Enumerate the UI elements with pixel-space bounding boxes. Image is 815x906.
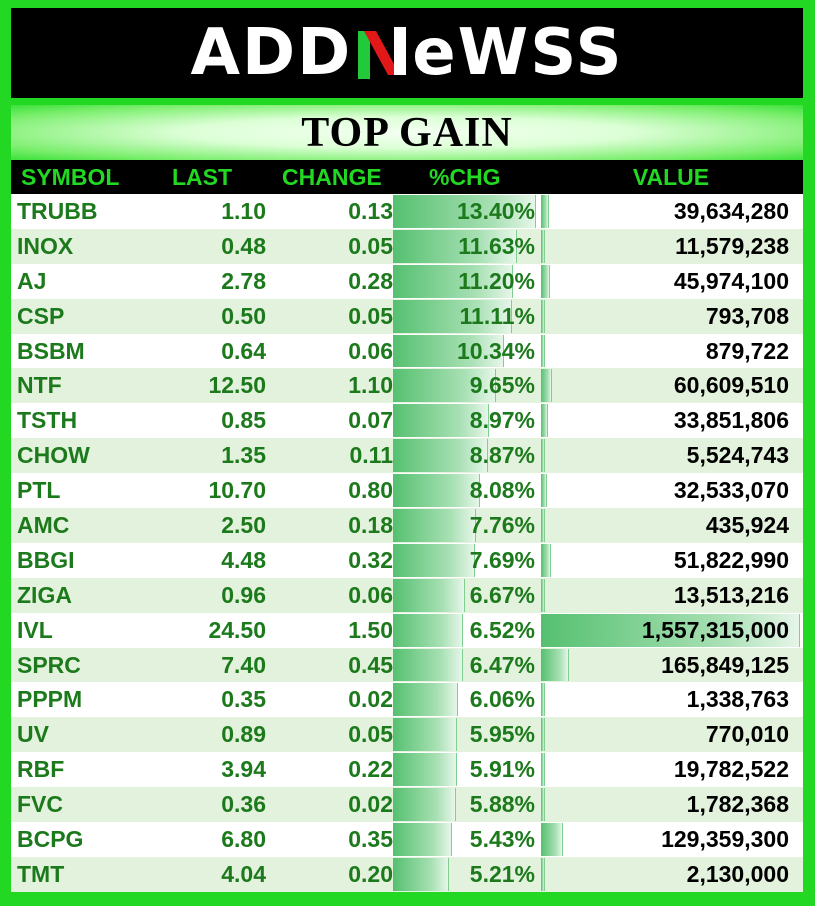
pct-change-cell — [393, 438, 539, 473]
change-cell: 1.50 — [348, 616, 393, 643]
pct-change-cell — [393, 299, 539, 334]
logo-text-right: eWSS — [412, 16, 624, 90]
pct-change-cell — [393, 682, 539, 717]
value-cell — [539, 473, 803, 508]
value-text: 793,708 — [705, 302, 789, 329]
value-cell — [539, 787, 803, 822]
header-last: LAST — [172, 163, 233, 190]
change-cell: 0.05 — [348, 232, 393, 259]
value-text: 32,533,070 — [673, 477, 789, 504]
last-cell: 2.78 — [221, 267, 266, 294]
pct-change-cell — [393, 822, 539, 857]
value-bar — [541, 544, 551, 577]
pct-change-text: 6.06% — [469, 686, 535, 713]
value-text: 11,579,238 — [675, 232, 789, 259]
pct-change-text: 8.97% — [469, 407, 535, 434]
value-cell — [539, 403, 803, 438]
table-row — [11, 682, 803, 717]
change-cell: 0.18 — [348, 511, 393, 538]
symbol-cell: NTF — [17, 372, 62, 399]
value-cell — [539, 508, 803, 543]
last-cell: 7.40 — [221, 651, 266, 678]
value-bar — [541, 509, 545, 542]
table-body — [11, 194, 803, 892]
pct-change-cell — [393, 334, 539, 369]
pct-change-text: 5.91% — [469, 756, 535, 783]
change-cell: 0.02 — [348, 791, 393, 818]
pct-change-text: 9.65% — [469, 372, 535, 399]
value-text: 60,609,510 — [673, 372, 789, 399]
symbol-cell: BSBM — [17, 337, 85, 364]
last-cell: 4.04 — [221, 860, 266, 887]
symbol-cell: TRUBB — [17, 197, 98, 224]
pct-change-bar — [393, 509, 476, 542]
pct-change-bar — [393, 788, 456, 821]
last-cell: 1.35 — [221, 442, 266, 469]
value-cell — [539, 264, 803, 299]
table-row — [11, 648, 803, 683]
symbol-cell: AMC — [17, 511, 70, 538]
value-cell — [539, 613, 803, 648]
pct-change-cell — [393, 648, 539, 683]
change-cell: 0.02 — [348, 686, 393, 713]
value-bar — [541, 230, 545, 263]
value-text: 13,513,216 — [673, 581, 789, 608]
table-row — [11, 543, 803, 578]
value-cell — [539, 368, 803, 403]
change-cell: 0.80 — [348, 477, 393, 504]
value-bar — [541, 649, 569, 682]
change-cell: 0.07 — [348, 407, 393, 434]
value-text: 1,338,763 — [686, 686, 789, 713]
value-cell — [539, 857, 803, 892]
last-cell: 12.50 — [208, 372, 266, 399]
pct-change-text: 10.34% — [456, 337, 535, 364]
value-text: 129,359,300 — [661, 825, 789, 852]
header-pct-change: %CHG — [429, 163, 501, 190]
pct-change-cell — [393, 717, 539, 752]
value-bar — [541, 195, 549, 228]
symbol-cell: SPRC — [17, 651, 81, 678]
value-bar — [541, 404, 548, 437]
value-cell — [539, 717, 803, 752]
value-bar — [541, 718, 545, 751]
value-bar — [541, 823, 563, 856]
value-text: 39,634,280 — [673, 197, 789, 224]
top-gain-table — [11, 160, 803, 892]
pct-change-bar — [393, 474, 480, 507]
last-cell: 0.36 — [221, 791, 266, 818]
change-cell: 1.10 — [348, 372, 393, 399]
table-row — [11, 822, 803, 857]
symbol-cell: FVC — [17, 791, 63, 818]
pct-change-text: 11.63% — [458, 232, 535, 259]
symbol-cell: PPPM — [17, 686, 83, 713]
n-logo-icon — [354, 23, 410, 83]
pct-change-bar — [393, 718, 457, 751]
title-banner — [11, 105, 803, 160]
symbol-cell: BBGI — [17, 546, 75, 573]
pct-change-cell — [393, 613, 539, 648]
value-text: 51,822,990 — [673, 546, 789, 573]
symbol-cell: CHOW — [17, 442, 90, 469]
value-cell — [539, 438, 803, 473]
symbol-cell: INOX — [17, 232, 74, 259]
table-row — [11, 229, 803, 264]
pct-change-cell — [393, 508, 539, 543]
header-change: CHANGE — [282, 163, 382, 190]
value-bar — [541, 439, 545, 472]
value-bar — [541, 683, 545, 716]
last-cell: 0.85 — [221, 407, 266, 434]
change-cell: 0.20 — [348, 860, 393, 887]
table-row — [11, 403, 803, 438]
table-row — [11, 334, 803, 369]
last-cell: 0.64 — [221, 337, 266, 364]
table-row — [11, 613, 803, 648]
pct-change-cell — [393, 578, 539, 613]
value-cell — [539, 822, 803, 857]
value-bar — [541, 265, 550, 298]
value-text: 435,924 — [705, 511, 789, 538]
change-cell: 0.35 — [348, 825, 393, 852]
table-row — [11, 473, 803, 508]
pct-change-text: 5.95% — [469, 721, 535, 748]
table-row — [11, 194, 803, 229]
change-cell: 0.13 — [348, 197, 393, 224]
table-row — [11, 717, 803, 752]
last-cell: 0.48 — [221, 232, 266, 259]
value-bar — [541, 369, 552, 402]
symbol-cell: PTL — [17, 477, 61, 504]
logo-text-left: ADD — [190, 16, 353, 90]
value-text: 45,974,100 — [673, 267, 789, 294]
table-row — [11, 508, 803, 543]
value-text: 770,010 — [705, 721, 789, 748]
change-cell: 0.05 — [348, 302, 393, 329]
value-bar — [541, 300, 545, 333]
table-row — [11, 578, 803, 613]
pct-change-bar — [393, 614, 463, 647]
pct-change-cell — [393, 543, 539, 578]
pct-change-text: 13.40% — [456, 197, 535, 224]
value-bar — [541, 474, 547, 507]
pct-change-bar — [393, 858, 449, 891]
pct-change-bar — [393, 544, 475, 577]
table-header — [11, 160, 803, 194]
last-cell: 10.70 — [208, 477, 266, 504]
last-cell: 0.35 — [221, 686, 266, 713]
value-text: 2,130,000 — [686, 860, 789, 887]
pct-change-text: 6.67% — [469, 581, 535, 608]
symbol-cell: AJ — [17, 267, 47, 294]
table-row — [11, 368, 803, 403]
value-text: 879,722 — [705, 337, 789, 364]
pct-change-text: 7.69% — [469, 546, 535, 573]
pct-change-cell — [393, 229, 539, 264]
value-cell — [539, 648, 803, 683]
symbol-cell: RBF — [17, 756, 65, 783]
last-cell: 2.50 — [221, 511, 266, 538]
value-bar — [541, 579, 545, 612]
symbol-cell: CSP — [17, 302, 65, 329]
change-cell: 0.05 — [348, 721, 393, 748]
value-cell — [539, 543, 803, 578]
last-cell: 0.96 — [221, 581, 266, 608]
value-text: 19,782,522 — [673, 756, 789, 783]
change-cell: 0.45 — [348, 651, 393, 678]
pct-change-text: 6.47% — [469, 651, 535, 678]
last-cell: 6.80 — [221, 825, 266, 852]
pct-change-text: 11.11% — [459, 302, 535, 329]
value-text: 5,524,743 — [686, 442, 789, 469]
pct-change-cell — [393, 368, 539, 403]
change-cell: 0.06 — [348, 581, 393, 608]
value-text: 1,557,315,000 — [641, 616, 789, 643]
value-text: 33,851,806 — [673, 407, 789, 434]
pct-change-text: 7.76% — [469, 511, 535, 538]
table-row — [11, 787, 803, 822]
pct-change-text: 5.21% — [469, 860, 535, 887]
pct-change-bar — [393, 683, 458, 716]
value-cell — [539, 682, 803, 717]
pct-change-cell — [393, 473, 539, 508]
value-text: 165,849,125 — [661, 651, 789, 678]
symbol-cell: TSTH — [17, 407, 78, 434]
brand-logo — [190, 16, 624, 90]
value-bar — [541, 753, 545, 786]
value-text: 1,782,368 — [686, 791, 789, 818]
last-cell: 24.50 — [208, 616, 266, 643]
last-cell: 0.50 — [221, 302, 266, 329]
pct-change-bar — [393, 579, 465, 612]
pct-change-text: 6.52% — [469, 616, 535, 643]
symbol-cell: TMT — [17, 860, 65, 887]
change-cell: 0.32 — [348, 546, 393, 573]
symbol-cell: ZIGA — [17, 581, 72, 608]
pct-change-cell — [393, 264, 539, 299]
page-title: TOP GAIN — [301, 109, 513, 156]
value-cell — [539, 194, 803, 229]
table-row — [11, 438, 803, 473]
change-cell: 0.11 — [349, 442, 393, 469]
change-cell: 0.22 — [348, 756, 393, 783]
table-row — [11, 857, 803, 892]
value-bar — [541, 858, 545, 891]
last-cell: 3.94 — [221, 756, 266, 783]
pct-change-cell — [393, 403, 539, 438]
value-bar — [541, 335, 545, 368]
header-symbol: SYMBOL — [21, 163, 120, 190]
value-cell — [539, 229, 803, 264]
pct-change-cell — [393, 752, 539, 787]
table-row — [11, 264, 803, 299]
value-cell — [539, 334, 803, 369]
value-cell — [539, 299, 803, 334]
pct-change-text: 8.87% — [469, 442, 535, 469]
symbol-cell: IVL — [17, 616, 53, 643]
pct-change-text: 8.08% — [469, 477, 535, 504]
pct-change-bar — [393, 823, 452, 856]
brand-banner — [11, 8, 803, 98]
symbol-cell: UV — [17, 721, 49, 748]
symbol-cell: BCPG — [17, 825, 84, 852]
last-cell: 4.48 — [221, 546, 266, 573]
pct-change-text: 5.43% — [469, 825, 535, 852]
table-row — [11, 752, 803, 787]
last-cell: 1.10 — [221, 197, 266, 224]
pct-change-text: 5.88% — [469, 791, 535, 818]
value-cell — [539, 578, 803, 613]
pct-change-cell — [393, 787, 539, 822]
last-cell: 0.89 — [221, 721, 266, 748]
change-cell: 0.06 — [348, 337, 393, 364]
pct-change-bar — [393, 753, 457, 786]
pct-change-bar — [393, 649, 463, 682]
header-value: VALUE — [632, 163, 710, 190]
change-cell: 0.28 — [348, 267, 393, 294]
pct-change-cell — [393, 194, 539, 229]
value-cell — [539, 752, 803, 787]
table-row — [11, 299, 803, 334]
pct-change-text: 11.20% — [458, 267, 535, 294]
pct-change-cell — [393, 857, 539, 892]
value-bar — [541, 788, 545, 821]
